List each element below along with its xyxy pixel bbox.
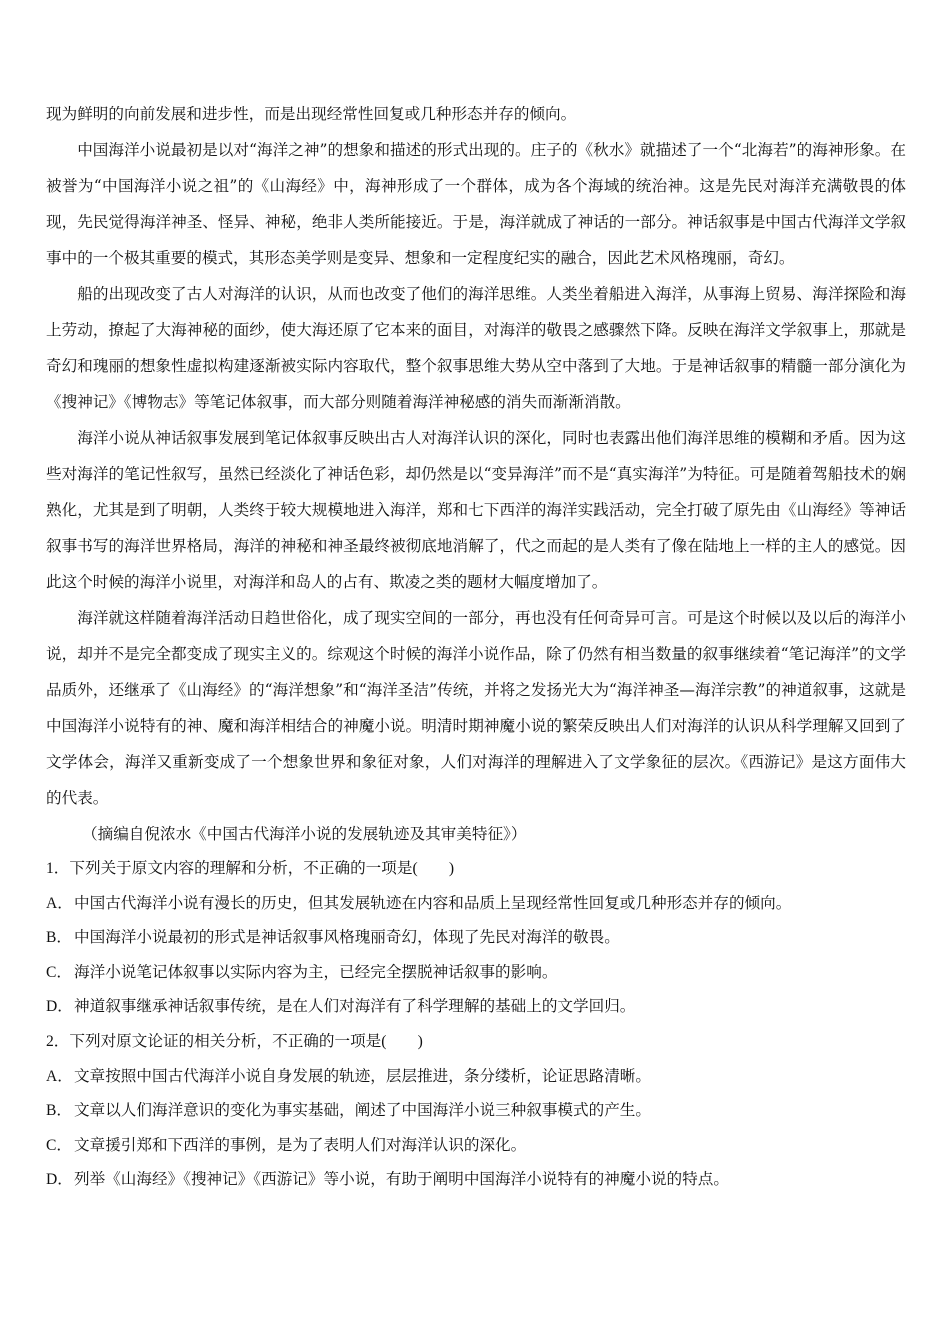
option-label: B．	[46, 1102, 72, 1120]
passage	[46, 96, 906, 852]
passage-paragraph: 海洋就这样随着海洋活动日趋世俗化，成了现实空间的一部分，再也没有任何奇异可言。可是这个时候以及以后的海洋小说，却并不是完全都变成了现实主义的。综观这个时候的海洋小说作品，除了仍然有相当数量的叙事继续着“笔记海洋”的文学品质外，还继承了《山海经》的“海洋想象”和“海洋圣洁”传统，并将之发扬光大为“海洋神圣—海洋宗教”的神道叙事，这就是中国海洋小说特有的神、魔和海洋相结合的神魔小说。明清时期神魔小说的繁荣反映出人们对海洋的认识从科学理解又回到了文学体会，海洋又重新变成了一个想象世界和象征对象，人们对海洋的理解进入了文学象征的层次。《西游记》是这方面伟大的代表。	[46, 609, 906, 807]
question-stem: 2．下列对原文论证的相关分析，不正确的一项是( )	[46, 1032, 423, 1050]
option-text: 中国古代海洋小说有漫长的历史，但其发展轨迹在内容和品质上呈现经常性回复或几种形态并存的倾向。	[74, 894, 792, 912]
option-c[interactable]	[46, 1129, 906, 1164]
option-label: D．	[46, 1171, 73, 1189]
passage-paragraph: 现为鲜明的向前发展和进步性，而是出现经常性回复或几种形态并存的倾向。	[46, 105, 577, 123]
option-text: 中国海洋小说最初的形式是神话叙事风格瑰丽奇幻，体现了先民对海洋的敬畏。	[74, 929, 620, 947]
option-a[interactable]	[46, 887, 906, 922]
option-b[interactable]	[46, 1094, 906, 1129]
passage-paragraph: 中国海洋小说最初是以对“海洋之神”的想象和描述的形式出现的。庄子的《秋水》就描述了一个“北海若”的海神形象。在被誉为“中国海洋小说之祖”的《山海经》中，海神形成了一个群体，成为各个海域的统治神。这是先民对海洋充满敬畏的体现，先民觉得海洋神圣、怪异、神秘，绝非人类所能接近。于是，海洋就成了神话的一部分。神话叙事是中国古代海洋文学叙事中的一个极其重要的模式，其形态美学则是变异、想象和一定程度纪实的融合，因此艺术风格瑰丽，奇幻。	[46, 141, 906, 267]
option-label: A．	[46, 894, 73, 912]
option-d[interactable]	[46, 1163, 906, 1198]
passage-paragraph: 船的出现改变了古人对海洋的认识，从而也改变了他们的海洋思维。人类坐着船进入海洋，从事海上贸易、海洋探险和海上劳动，撩起了大海神秘的面纱，使大海还原了它本来的面目，对海洋的敬畏之感骤然下降。反映在海洋文学叙事上，那就是奇幻和瑰丽的想象性虚拟构建逐渐被实际内容取代，整个叙事思维大势从空中落到了大地。于是神话叙事的精髓一部分演化为《搜神记》《博物志》等笔记体叙事，而大部分则随着海洋神秘感的消失而渐渐消散。	[46, 285, 906, 411]
option-label: C．	[46, 963, 72, 981]
passage-source: （摘编自倪浓水《中国古代海洋小说的发展轨迹及其审美特征》）	[82, 825, 527, 843]
option-text: 列举《山海经》《搜神记》《西游记》等小说，有助于阐明中国海洋小说特有的神魔小说的特点。	[74, 1171, 729, 1189]
option-label: C．	[46, 1136, 72, 1154]
option-a[interactable]	[46, 1060, 906, 1095]
question-stem: 1．下列关于原文内容的理解和分析，不正确的一项是( )	[46, 860, 455, 877]
option-text: 文章以人们海洋意识的变化为事实基础，阐述了中国海洋小说三种叙事模式的产生。	[74, 1102, 651, 1120]
option-text: 海洋小说笔记体叙事以实际内容为主，已经完全摆脱神话叙事的影响。	[74, 963, 558, 981]
question-1	[46, 852, 906, 1025]
passage-paragraph: 海洋小说从神话叙事发展到笔记体叙事反映出古人对海洋认识的深化，同时也表露出他们海洋思维的模糊和矛盾。因为这些对海洋的笔记性叙写，虽然已经淡化了神话色彩，却仍然是以“变异海洋”而不是“真实海洋”为特征。可是随着驾船技术的娴熟化，尤其是到了明朝，人类终于较大规模地进入海洋，郑和七下西洋的海洋实践活动，完全打破了原先由《山海经》等神话叙事书写的海洋世界格局，海洋的神秘和神圣最终被彻底地消解了，代之而起的是人类有了像在陆地上一样的主人的感觉。因此这个时候的海洋小说里，对海洋和岛人的占有、欺凌之类的题材大幅度增加了。	[46, 429, 906, 591]
option-c[interactable]	[46, 956, 906, 991]
option-text: 文章援引郑和下西洋的事例，是为了表明人们对海洋认识的深化。	[74, 1136, 527, 1154]
option-text: 神道叙事继承神话叙事传统，是在人们对海洋有了科学理解的基础上的文学回归。	[74, 998, 636, 1016]
option-label: B．	[46, 929, 72, 947]
option-b[interactable]	[46, 921, 906, 956]
question-2	[46, 1025, 906, 1198]
option-label: D．	[46, 998, 73, 1016]
option-text: 文章按照中国古代海洋小说自身发展的轨迹，层层推进，条分缕析，论证思路清晰。	[74, 1067, 651, 1085]
option-label: A．	[46, 1067, 73, 1085]
option-d[interactable]	[46, 990, 906, 1025]
